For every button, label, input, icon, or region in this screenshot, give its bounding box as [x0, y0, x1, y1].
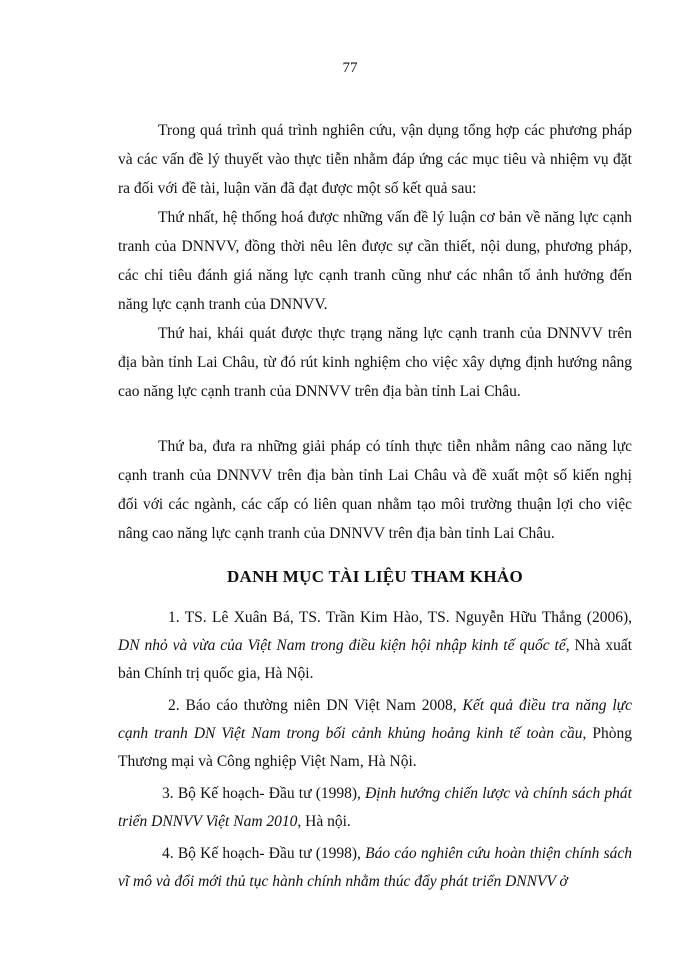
reference-item — [118, 840, 632, 896]
reference-publisher: , Hà nội. — [297, 813, 351, 830]
document-body — [118, 116, 632, 900]
reference-author: 4. Bộ Kế hoạch- Đầu tư (1998), — [162, 845, 366, 862]
reference-author: 2. Báo cáo thường niên DN Việt Nam 2008, — [168, 697, 463, 714]
conclusion-second-point: Thứ hai, khái quát được thực trạng năng lực cạnh tranh của DNNVV trên địa bàn tỉnh Lai Châu, từ đó rút kinh nghiệm cho việc xây dựng định hướng nâng cao năng lực cạnh tranh của DNNVV trên địa bàn tỉnh Lai Châu. — [118, 325, 632, 400]
conclusion-first-point: Thứ nhất, hệ thống hoá được những vấn đề lý luận cơ bản về năng lực cạnh tranh của DNNVV, đồng thời nêu lên được sự cần thiết, nội dung, phương pháp, các chỉ tiêu đánh giá năng lực cạnh tranh cũng như các nhân tố ảnh hưởng đến năng lực cạnh tranh của DNNVV. — [118, 209, 632, 313]
reference-publisher: , Phòng Thương mại và Công nghiệp Việt Nam, Hà Nội. — [118, 725, 633, 770]
reference-author: 1. TS. Lê Xuân Bá, TS. Trần Kim Hào, TS. Nguyễn Hữu Thắng (2006), — [168, 609, 632, 626]
conclusion-intro-paragraph: Trong quá trình quá trình nghiên cứu, vận dụng tổng hợp các phương pháp và các vấn đề lý thuyết vào thực tiễn nhằm đáp ứng các mục tiêu và nhiệm vụ đặt ra đối với đề tài, luận văn đã đạt được một số kết quả sau: — [118, 122, 632, 197]
references-heading: DANH MỤC TÀI LIỆU THAM KHẢO — [226, 567, 524, 586]
reference-author: 3. Bộ Kế hoạch- Đầu tư (1998), — [162, 785, 366, 802]
page-number: 77 — [342, 60, 358, 76]
reference-title: Báo cáo nghiên cứu hoàn thiện chính sách vĩ mô và đổi mới thủ tục hành chính nhằm thúc đẩy phát triển DNNVV ở — [118, 845, 632, 890]
reference-item — [118, 604, 632, 688]
reference-item — [118, 692, 632, 776]
reference-title: DN nhỏ và vừa của Việt Nam trong điều kiện hội nhập kinh tế quốc tế — [118, 637, 566, 654]
conclusion-third-point: Thứ ba, đưa ra những giải pháp có tính thực tiễn nhằm nâng cao năng lực cạnh tranh của DNNVV trên địa bàn tỉnh Lai Châu và đề xuất một số kiến nghị đối với các ngành, các cấp có liên quan nhằm tạo môi trường thuận lợi cho việc nâng cao năng lực cạnh tranh của DNNVV trên địa bàn tỉnh Lai Châu. — [118, 438, 632, 542]
reference-item — [118, 780, 632, 836]
reference-title: Định hướng chiến lược và chính sách phát triển DNNVV Việt Nam 2010 — [118, 785, 632, 830]
reference-title: Kết quả điều tra năng lực cạnh tranh DN Việt Nam trong bối cảnh khủng hoảng kinh tế toàn cầu — [118, 697, 632, 742]
reference-publisher: , Nhà xuất bản Chính trị quốc gia, Hà Nội. — [118, 637, 633, 682]
